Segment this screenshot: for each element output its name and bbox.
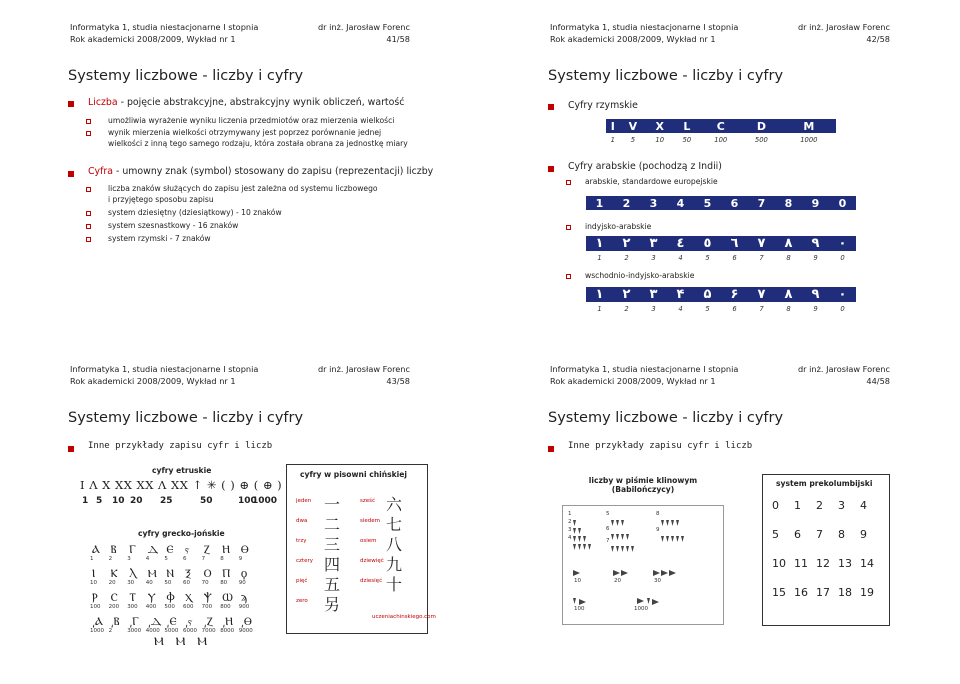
page-number: 44/58 [866, 376, 890, 386]
sub-bullet-text: i przyjętego sposobu zapisu [108, 195, 214, 204]
sub-bullet-icon [86, 237, 91, 242]
indo-digit-cell: ٤ [667, 236, 694, 251]
precolumbian-number: 1 [794, 499, 801, 512]
greek-value: 60 [183, 580, 190, 586]
roman-value-cell: 1000 [800, 135, 818, 144]
greek-numeral: Ⲗ [129, 567, 137, 580]
precolumbian-number: 10 [772, 557, 786, 570]
chinese-word: dziesięć [360, 578, 383, 584]
bullet-text: Cyfry rzymskie [568, 100, 638, 111]
digit-cell: 6 [721, 196, 748, 210]
header-author: dr inż. Jarosław Forenc [317, 364, 410, 374]
precolumbian-number: 5 [772, 528, 779, 541]
chinese-char: 六 [386, 495, 403, 514]
roman-numeral-cell: D [741, 119, 782, 133]
cuneiform-number: 4 [568, 535, 572, 541]
greek-numeral: ͵Ⲁ [92, 615, 103, 628]
chinese-char: 十 [386, 575, 403, 594]
greek-numeral: Ⲝ [185, 567, 192, 580]
precolumbian-number: 12 [816, 557, 830, 570]
slide-42 [480, 0, 960, 342]
greek-value: 200 [108, 604, 120, 610]
precolumbian-number: 19 [860, 586, 874, 599]
sub-bullet-text: umożliwia wyrażenie wyniku liczenia przedmiotów oraz mierzenia wielkości [108, 116, 395, 125]
chinese-char: 八 [386, 535, 403, 554]
precolumbian-number: 17 [816, 586, 830, 599]
greek-numeral: Ⲇ [147, 543, 159, 556]
indo-digit-cell: ٠ [829, 236, 856, 251]
sub-bullet-icon [566, 180, 571, 185]
digit-cell: 3 [640, 196, 667, 210]
greek-value: 20 [108, 580, 116, 586]
sub-bullet-text: wschodnio-indyjsko-arabskie [585, 271, 695, 280]
precolumbian-number: 3 [838, 499, 845, 512]
sub-bullet-icon [86, 119, 91, 124]
greek-numeral: Ⲡ [222, 567, 231, 580]
greek-value: 3000 [127, 628, 142, 634]
digit-value-cell: 6 [732, 304, 737, 313]
slide-41 [0, 0, 480, 342]
east-digit-cell: ٢ [613, 287, 640, 302]
header-course: Informatyka 1, studia niestacjonarne I stopnia [550, 364, 739, 374]
sub-bullet-icon [86, 211, 91, 216]
roman-table [606, 119, 836, 146]
chinese-word: osiem [360, 538, 377, 544]
header-course: Informatyka 1, studia niestacjonarne I stopnia [550, 22, 739, 32]
digit-value-cell: 7 [759, 253, 764, 262]
roman-numeral-cell: X [646, 119, 673, 133]
east-digit-cell: ۶ [721, 287, 748, 302]
greek-numeral: Ⲉ [166, 543, 174, 556]
chinese-word: pięć [296, 578, 308, 584]
greek-value: 400 [145, 604, 157, 610]
greek-numeral: Ⲏ [222, 543, 230, 556]
chinese-word: cztery [296, 558, 313, 564]
greek-numeral: Ⲛ [166, 567, 175, 580]
header-author: dr inż. Jarosław Forenc [797, 22, 890, 32]
roman-numeral-cell: M [782, 119, 836, 133]
cuneiform-number: 3 [568, 527, 572, 533]
chinese-char: 另 [324, 595, 341, 614]
header-year: Rok akademicki 2008/2009, Wykład nr 1 [70, 376, 236, 386]
greek-value: 40 [145, 580, 153, 586]
cuneiform-number: 9 [656, 527, 660, 533]
header-year: Rok akademicki 2008/2009, Wykład nr 1 [550, 376, 716, 386]
bullet-icon [548, 166, 554, 172]
indo-digit-cell: ٦ [721, 236, 748, 251]
header-year: Rok akademicki 2008/2009, Wykład nr 1 [70, 34, 236, 44]
chinese-caption: cyfry w pisowni chińskiej [300, 470, 408, 479]
digit-value-cell: 2 [624, 304, 629, 313]
greek-value: 1000 [90, 628, 104, 634]
greek-numeral: Ⲃ [110, 543, 117, 556]
precolumbian-number: 6 [794, 528, 801, 541]
precolumbian-number: 4 [860, 499, 867, 512]
slide-44 [480, 342, 960, 684]
indo-digit-cell: ٨ [775, 236, 802, 251]
etruscan-value: 20 [130, 496, 143, 506]
greek-numeral: ͵Ⲏ [222, 615, 233, 628]
cuneiform-number: 30 [654, 578, 661, 584]
greek-value: 8000 [220, 628, 235, 634]
sub-bullet-text: arabskie, standardowe europejskie [585, 177, 718, 186]
precolumbian-panel [762, 474, 890, 626]
sub-bullet-text: wynik mierzenia wielkości otrzymywany jest poprzez porównanie jednej [108, 128, 382, 137]
greek-value: 7000 [201, 628, 216, 634]
sub-bullet-text: indyjsko-arabskie [585, 222, 652, 231]
chinese-char: 九 [386, 555, 403, 574]
slide-title: Systemy liczbowe - liczby i cyfry [68, 68, 304, 84]
greek-value: 3 [127, 556, 131, 562]
greek-numeral: ϡ [240, 591, 248, 604]
slide-header [70, 22, 410, 48]
greek-value: 7 [201, 556, 206, 562]
digit-value-cell: 3 [651, 304, 656, 313]
etruscan-value: 50 [200, 496, 213, 506]
greek-value: 9 [238, 556, 243, 562]
greek-value: 80 [220, 580, 228, 586]
greek-value: 700 [201, 604, 213, 610]
east-digit-cell: ٩ [802, 287, 829, 302]
greek-numeral: Ⲅ [129, 543, 136, 556]
sub-bullet-text: liczba znaków służących do zapisu jest zależna od systemu liczbowego [108, 184, 378, 193]
bullet-text: Cyfry arabskie (pochodzą z Indii) [568, 161, 722, 172]
greek-numeral: ͵ⲋ [185, 615, 193, 628]
page-number: 42/58 [866, 34, 890, 44]
greek-value: 70 [201, 580, 209, 586]
digit-value-cell: 0 [840, 253, 845, 262]
chinese-char: 二 [324, 515, 341, 534]
east-digit-cell: ٣ [640, 287, 667, 302]
precolumbian-number: 8 [838, 528, 845, 541]
sub-bullet-icon [86, 224, 91, 229]
cuneiform-number: 6 [606, 526, 610, 532]
roman-value-cell: 5 [630, 135, 636, 144]
chinese-char: 五 [324, 575, 341, 594]
cuneiform-caption-line2: (Babilończycy) [611, 485, 675, 494]
page-number: 41/58 [386, 34, 410, 44]
digit-cell: 2 [613, 196, 640, 210]
cuneiform-caption-line1: liczby w piśmie klinowym [588, 476, 698, 485]
page-number: 43/58 [386, 376, 410, 386]
term-cyfra: Cyfra [88, 166, 113, 177]
roman-value-cell: 100 [714, 135, 728, 144]
greek-numeral: Ⲩ [147, 591, 156, 604]
chinese-char: 七 [386, 515, 403, 534]
bullet-text: - pojęcie abstrakcyjne, abstrakcyjny wynik obliczeń, wartość [117, 97, 405, 108]
precolumbian-number: 0 [772, 499, 779, 512]
chinese-word: trzy [296, 538, 307, 544]
digit-value-cell: 1 [597, 304, 602, 313]
greek-numeral: Ⲟ [203, 567, 212, 580]
greek-numeral: Ⲓ [92, 567, 96, 580]
greek-numeral: Ⲭ [185, 591, 193, 604]
east-digit-cell: ١ [586, 287, 613, 302]
greek-value: 100 [90, 604, 101, 610]
sub-bullet-icon [566, 225, 571, 230]
roman-value-cell: 50 [682, 135, 692, 144]
etruscan-value: 1000 [252, 496, 278, 506]
precolumbian-number: 7 [816, 528, 823, 541]
chinese-numerals-panel [286, 464, 428, 634]
indo-digit-cell: ٣ [640, 236, 667, 251]
cuneiform-number: 100 [574, 606, 585, 612]
bullet-text: - umowny znak (symbol) stosowany do zapisu (reprezentacji) liczby [113, 166, 434, 177]
greek-numeral: Ⲧ [129, 591, 136, 604]
cuneiform-number: 2 [568, 519, 572, 525]
east-digit-cell: ٨ [775, 287, 802, 302]
east-digit-cell: ٧ [748, 287, 775, 302]
east-digit-cell: ۵ [694, 287, 721, 302]
greek-value: 5000 [164, 628, 179, 634]
greek-numeral: Ⲫ [166, 591, 175, 604]
european-digits-table [586, 196, 856, 210]
chinese-char: 一 [324, 495, 341, 514]
roman-numeral-cell: L [673, 119, 700, 133]
bullet-icon [68, 446, 74, 452]
east-digit-cell: ۴ [667, 287, 694, 302]
greek-caption: cyfry grecko-jońskie [138, 529, 225, 538]
sub-bullet-text: system rzymski - 7 znaków [108, 234, 211, 243]
greek-numeral: ͵Ⲉ [166, 615, 177, 628]
chinese-word: dziewięć [360, 558, 384, 564]
sub-bullet-text: wielkości z inną tego samego rodzaju, która została obrana za jednostkę miary [108, 139, 408, 148]
greek-numeral: ⲋ [185, 543, 190, 556]
greek-numeral: ͵Ⲍ [203, 615, 213, 628]
etruscan-value: 25 [160, 496, 173, 506]
greek-numeral: ͵Ⲅ [129, 615, 140, 628]
greek-value: 6 [183, 556, 187, 562]
greek-numeral: ͵Ⲇ [147, 615, 162, 628]
greek-numeral: Ⲍ [203, 543, 210, 556]
cuneiform-number: 10 [574, 578, 581, 584]
precolumbian-number: 11 [794, 557, 808, 570]
header-course: Informatyka 1, studia niestacjonarne I stopnia [70, 364, 259, 374]
greek-value: 900 [238, 604, 250, 610]
digit-value-cell: 6 [732, 253, 737, 262]
greek-value: 1 [90, 556, 94, 562]
chinese-word: dwa [296, 518, 308, 524]
greek-numeral: ͵Ⲃ [110, 615, 120, 628]
greek-value: 8 [220, 556, 224, 562]
digit-cell: 0 [829, 196, 856, 210]
east-indo-arabic-table [586, 287, 856, 315]
greek-value: 90 [238, 580, 246, 586]
header-author: dr inż. Jarosław Forenc [317, 22, 410, 32]
bullet-icon [68, 101, 74, 107]
roman-numeral-cell: I [606, 119, 620, 133]
greek-extra-glyphs: Ⲙ Ⲙ Ⲙ [154, 634, 212, 648]
digit-value-cell: 4 [678, 304, 683, 313]
indo-digit-cell: ٧ [748, 236, 775, 251]
slide-title: Systemy liczbowe - liczby i cyfry [548, 410, 784, 426]
etruscan-glyphs: I Λ X ⅩX ⅩⅩ Λ ⅩⅩ ↑ ✳ ( ) ⊕ ( ⊕ ) [80, 478, 283, 492]
bullet-text: Inne przykłady zapisu cyfr i liczb [568, 441, 753, 451]
digit-value-cell: 1 [597, 253, 602, 262]
greek-numeral: Ⲁ [92, 543, 100, 556]
digit-value-cell: 5 [705, 253, 710, 262]
bullet-cyfra [88, 166, 433, 177]
cuneiform-number: 8 [656, 511, 660, 517]
term-liczba: Liczba [88, 97, 118, 108]
chinese-word: siedem [360, 518, 381, 524]
greek-value: 30 [127, 580, 135, 586]
digit-value-cell: 7 [759, 304, 764, 313]
slide-header [550, 22, 890, 48]
greek-numeral: Ⲥ [110, 591, 118, 604]
greek-value: 50 [164, 580, 172, 586]
chinese-char: 四 [324, 555, 341, 574]
slide-header [550, 364, 890, 390]
slide-title: Systemy liczbowe - liczby i cyfry [548, 68, 784, 84]
precolumbian-number: 14 [860, 557, 874, 570]
greek-value: 5 [164, 556, 168, 562]
sub-bullet-icon [566, 274, 571, 279]
digit-value-cell: 4 [678, 253, 683, 262]
sub-bullet-text: system szesnastkowy - 16 znaków [108, 221, 239, 230]
precolumbian-caption: system prekolumbijski [776, 479, 873, 488]
precolumbian-number: 18 [838, 586, 852, 599]
greek-value: 4 [145, 556, 150, 562]
cuneiform-caption [588, 476, 698, 494]
indo-digit-cell: ١ [586, 236, 613, 251]
greek-numeral: ϙ [240, 567, 248, 580]
bullet-liczba [88, 97, 404, 108]
greek-value: 600 [183, 604, 194, 610]
indo-arabic-table [586, 236, 856, 264]
cuneiform-number: 5 [606, 511, 610, 517]
chinese-word: zero [296, 598, 308, 604]
header-year: Rok akademicki 2008/2009, Wykład nr 1 [550, 34, 716, 44]
greek-value: 300 [127, 604, 138, 610]
digit-cell: 7 [748, 196, 775, 210]
greek-numeral: Ⲕ [110, 567, 118, 580]
greek-value: 500 [164, 604, 175, 610]
greek-numeral: Ⲯ [203, 591, 212, 604]
sub-bullet-icon [86, 187, 91, 192]
etruscan-value: 10 [112, 496, 125, 506]
digit-cell: 8 [775, 196, 802, 210]
header-course: Informatyka 1, studia niestacjonarne I stopnia [70, 22, 259, 32]
slide-title: Systemy liczbowe - liczby i cyfry [68, 410, 304, 426]
greek-numeral: Ⲑ [240, 543, 249, 556]
bullet-icon [68, 171, 74, 177]
chinese-word: jeden [296, 498, 312, 504]
precolumbian-number: 15 [772, 586, 786, 599]
cuneiform-number: 7 [606, 538, 610, 544]
greek-value: 4000 [145, 628, 160, 634]
sub-bullet-text: system dziesiętny (dziesiątkowy) - 10 znaków [108, 208, 282, 217]
digit-cell: 5 [694, 196, 721, 210]
roman-value-cell: 1 [610, 135, 615, 144]
greek-value: 6000 [183, 628, 197, 634]
slide-43 [0, 342, 480, 684]
sub-bullet-icon [86, 131, 91, 136]
etruscan-value: 5 [96, 496, 103, 506]
roman-numeral-cell: V [620, 119, 647, 133]
etruscan-value: 100 [238, 496, 257, 506]
indo-digit-cell: ٥ [694, 236, 721, 251]
precolumbian-number: 16 [794, 586, 808, 599]
bullet-icon [548, 104, 554, 110]
greek-value: 9000 [238, 628, 253, 634]
header-author: dr inż. Jarosław Forenc [797, 364, 890, 374]
precolumbian-number: 9 [860, 528, 867, 541]
precolumbian-number: 13 [838, 557, 852, 570]
digit-value-cell: 9 [813, 253, 818, 262]
digit-cell: 4 [667, 196, 694, 210]
digit-value-cell: 8 [786, 253, 791, 262]
greek-numeral: ͵Ⲑ [240, 615, 252, 628]
digit-value-cell: 0 [840, 304, 845, 313]
greek-value: 2 [108, 628, 113, 634]
digit-cell: 9 [802, 196, 829, 210]
greek-value: 2 [108, 556, 113, 562]
etruscan-caption: cyfry etruskie [152, 466, 212, 475]
cuneiform-number: 20 [614, 578, 621, 584]
greek-numeral: Ⲙ [147, 567, 157, 580]
indo-digit-cell: ٩ [802, 236, 829, 251]
greek-value: 800 [220, 604, 231, 610]
chinese-word: sześć [360, 498, 376, 504]
digit-value-cell: 3 [651, 253, 656, 262]
digit-value-cell: 5 [705, 304, 710, 313]
greek-numeral: Ⲱ [222, 591, 233, 604]
roman-value-cell: 10 [655, 135, 665, 144]
greek-value: 10 [90, 580, 97, 586]
precolumbian-number: 2 [816, 499, 823, 512]
digit-value-cell: 2 [624, 253, 629, 262]
bullet-icon [548, 446, 554, 452]
digit-value-cell: 8 [786, 304, 791, 313]
cuneiform-number: 1 [568, 511, 572, 517]
bullet-text: Inne przykłady zapisu cyfr i liczb [88, 441, 273, 451]
digit-cell: 1 [586, 196, 613, 210]
east-digit-cell: ٠ [829, 287, 856, 302]
etruscan-value: 1 [82, 496, 89, 506]
chinese-char: 三 [324, 535, 341, 554]
chinese-source-url: uczeniachinskiego.com [372, 614, 436, 620]
greek-numeral: Ⲣ [92, 591, 98, 604]
cuneiform-number: 1000 [634, 606, 648, 612]
roman-value-cell: 500 [754, 135, 768, 144]
slide-header [70, 364, 410, 390]
roman-numeral-cell: C [700, 119, 741, 133]
indo-digit-cell: ٢ [613, 236, 640, 251]
digit-value-cell: 9 [813, 304, 818, 313]
